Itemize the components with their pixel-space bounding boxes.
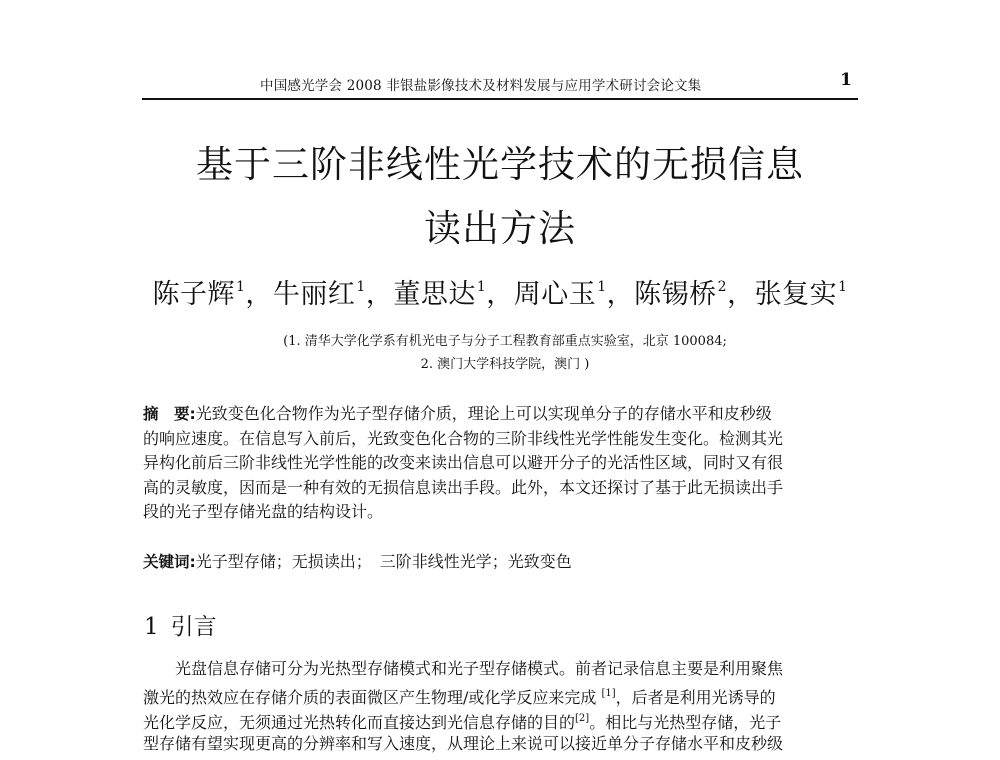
- page-number: 1: [840, 70, 852, 90]
- author-name: 牛丽红: [272, 279, 356, 310]
- keywords-label: 关键词:: [143, 553, 196, 571]
- author-name: 周心玉: [513, 279, 597, 310]
- abstract: [143, 402, 859, 525]
- author-separator: ，: [365, 279, 394, 310]
- affiliation-line-2: 2. 澳门大学科技学院，澳门 ): [420, 357, 590, 372]
- section-number: 1: [144, 614, 159, 640]
- author-name: 董思达: [393, 279, 476, 310]
- paper-title-line-1: 基于三阶非线性光学技术的无损信息: [196, 143, 804, 186]
- author-affiliation-mark: 1: [476, 279, 487, 295]
- body-line: 型存储有望实现更高的分辨率和写入速度，从理论上来说可以接近单分子存储水平和皮秒级: [143, 734, 784, 753]
- author-separator: ，: [486, 279, 514, 310]
- citation-ref: [2]: [575, 713, 590, 724]
- paper-title-line-2: 读出方法: [424, 207, 576, 250]
- author-name: 陈锡桥: [634, 279, 717, 310]
- body-text-segment: ，后者是利用光诱导的: [615, 688, 776, 707]
- author-affiliation-mark: 1: [838, 279, 848, 295]
- author-affiliation-mark: 1: [235, 279, 246, 295]
- body-line: [143, 681, 859, 706]
- abstract-line: 的响应速度。在信息写入前后，光致变色化合物的三阶非线性光学性能发生变化。检测其光: [143, 428, 784, 448]
- body-line: [143, 706, 859, 731]
- author-affiliation-mark: 2: [717, 279, 728, 295]
- keywords: [143, 549, 572, 572]
- body-text-segment: 激光的热效应在存储介质的表面微区产生物理/或化学反应来完成: [143, 688, 602, 707]
- body-text-segment: 光化学反应，无须通过光热转化而直接达到光信息存储的目的: [143, 713, 576, 732]
- author-separator: ，: [606, 279, 635, 310]
- author-affiliation-mark: 1: [597, 279, 607, 295]
- abstract-line: 段的光子型存储光盘的结构设计。: [143, 502, 384, 521]
- section-title: 引言: [170, 614, 217, 640]
- citation-ref: [1]: [601, 688, 616, 699]
- author-separator: ，: [727, 279, 755, 310]
- author-name: 张复实: [754, 279, 838, 310]
- abstract-line: 异构化前后三阶非线性光学性能的改变来读出信息可以避开分子的光活性区域，同时又有很: [143, 453, 784, 472]
- keywords-text: 光子型存储；无损读出； 三阶非线性光学；光致变色: [195, 552, 572, 571]
- abstract-line: [143, 402, 859, 427]
- body-text-segment: 。相比与光热型存储，光子: [589, 713, 782, 732]
- author-list: [0, 272, 1000, 311]
- section-heading: [144, 608, 217, 641]
- abstract-line: 高的灵敏度，因而是一种有效的无损信息读出手段。此外，本文还探讨了基于此无损读出手: [143, 477, 784, 497]
- running-title: 中国感光学会 2008 非银盐影像技术及材料发展与应用学术研讨会论文集: [260, 78, 702, 94]
- abstract-label: 摘 要:: [143, 405, 196, 423]
- author-affiliation-mark: 1: [356, 279, 366, 295]
- body-line: 光盘信息存储可分为光热型存储模式和光子型存储模式。前者记录信息主要是利用聚焦: [175, 659, 784, 678]
- body-paragraph: [143, 656, 859, 756]
- abstract-text: 光致变色化合物作为光子型存储介质，理论上可以实现单分子的存储水平和皮秒级: [195, 404, 772, 423]
- affiliation-line-1: (1. 清华大学化学系有机光电子与分子工程教育部重点实验室，北京 100084;: [283, 334, 727, 349]
- author-name: 陈子辉: [152, 279, 235, 310]
- running-header: [142, 70, 858, 100]
- author-separator: ，: [245, 279, 273, 310]
